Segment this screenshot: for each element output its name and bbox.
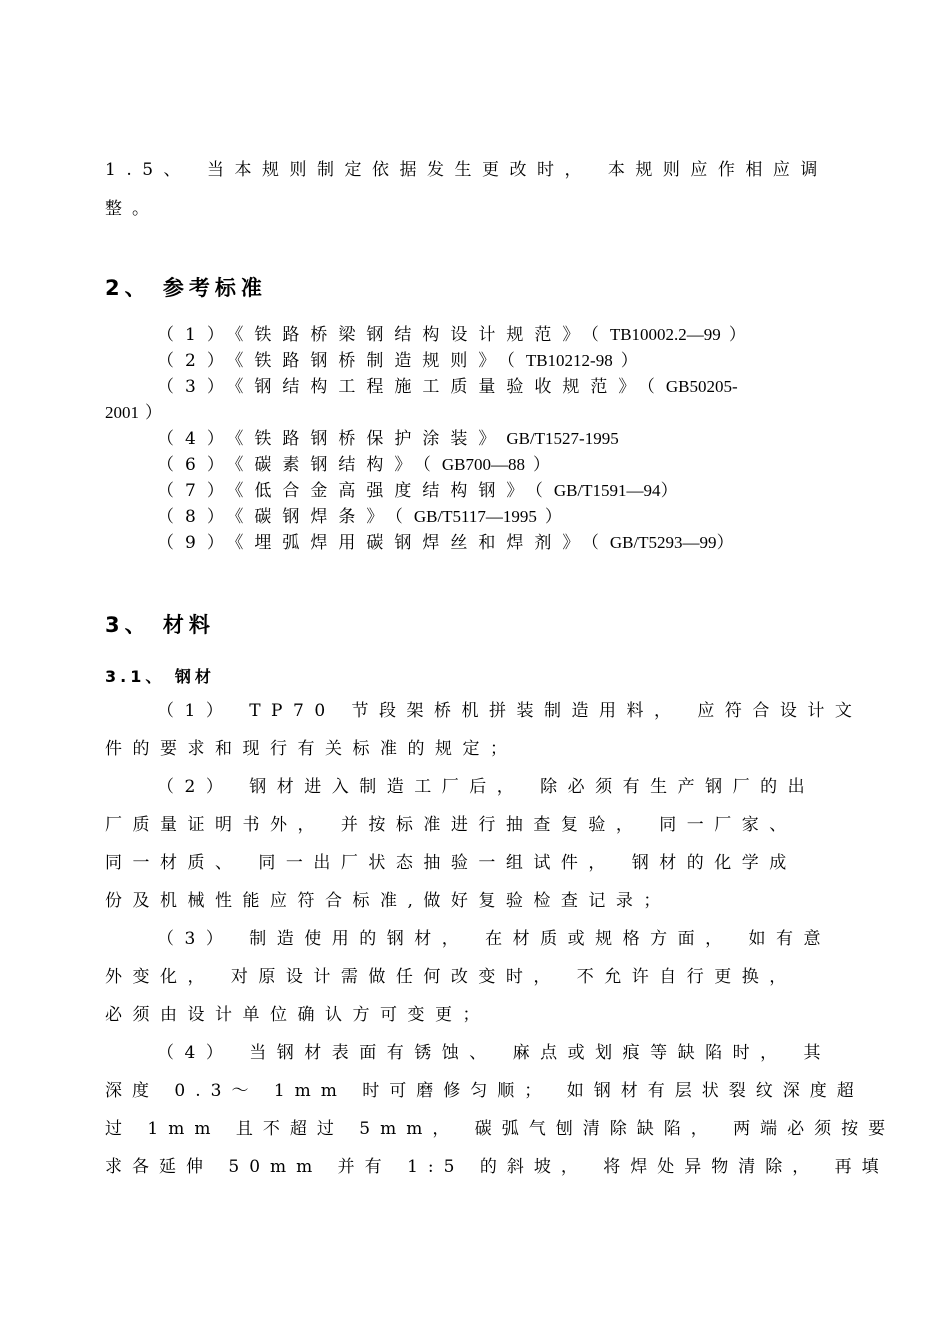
reference-code: GB700—88: [441, 455, 525, 474]
reference-tail: ）: [728, 325, 757, 345]
reference-title: （2）《铁路钢桥制造规则》（: [157, 351, 526, 371]
reference-title: （6）《碳素钢结构》（: [157, 455, 442, 475]
reference-tail: ）: [145, 403, 173, 423]
reference-item: [157, 429, 619, 449]
reference-code: TB10212-98: [525, 351, 613, 370]
reference-title: （3）《钢结构工程施工质量验收规范》（: [157, 377, 666, 397]
reference-code: GB50205-: [665, 377, 738, 396]
reference-item: [157, 325, 757, 345]
reference-title: （8）《碳钢焊条》（: [157, 507, 414, 527]
reference-code: GB/T1527-1995: [506, 429, 619, 448]
reference-tail: ）: [716, 533, 734, 553]
reference-code: TB10002.2—99: [609, 325, 721, 344]
paragraph-line: （2） 钢材进入制造工厂后， 除必须有生产钢厂的出: [157, 777, 816, 797]
clause-1-5-line-1: 1.5、 当本规则制定依据发生更改时， 本规则应作相应调: [105, 160, 828, 180]
reference-code: 2001: [105, 403, 139, 422]
paragraph-line: （3） 制造使用的钢材， 在材质或规格方面， 如有意: [157, 929, 832, 949]
reference-tail: ）: [620, 351, 649, 371]
reference-title: （7）《低合金高强度结构钢》（: [157, 481, 554, 501]
reference-tail: ）: [660, 481, 678, 501]
reference-item-continued: [105, 403, 173, 423]
paragraph-line: 份及机械性能应符合标准,做好复验检查记录；: [105, 891, 671, 911]
paragraph-line: 件的要求和现行有关标准的规定；: [105, 739, 518, 759]
paragraph-line: 求各延伸 50mm 并有 1:5 的斜坡， 将焊处异物清除， 再填: [105, 1157, 889, 1177]
paragraph-line: 厂质量证明书外， 并按标准进行抽查复验， 同一厂家、: [105, 815, 797, 835]
reference-title: （9）《埋弧焊用碳钢焊丝和焊剂》（: [157, 533, 610, 553]
reference-code: GB/T1591—94: [553, 481, 661, 500]
reference-item: [157, 377, 738, 397]
reference-item: [157, 351, 649, 371]
reference-title: （1）《铁路桥梁钢结构设计规范》（: [157, 325, 610, 345]
reference-code: GB/T5117—1995: [413, 507, 537, 526]
section-3-heading: 3、 材料: [105, 613, 215, 637]
section-3-1-heading: 3.1、 钢材: [105, 667, 215, 686]
paragraph-line: 深度 0.3～ 1mm 时可磨修匀顺； 如钢材有层状裂纹深度超: [105, 1081, 864, 1101]
reference-item: [157, 507, 573, 527]
paragraph-line: 过 1mm 且不超过 5mm， 碳弧气刨清除缺陷， 两端必须按要: [105, 1119, 896, 1139]
paragraph-line: 外变化， 对原设计需做任何改变时， 不允许自行更换，: [105, 967, 797, 987]
reference-title: （4）《铁路钢桥保护涂装》: [157, 429, 507, 449]
paragraph-line: （4） 当钢材表面有锈蚀、 麻点或划痕等缺陷时， 其: [157, 1043, 832, 1063]
reference-item: [157, 533, 734, 553]
paragraph-line: 必须由设计单位确认方可变更；: [105, 1005, 490, 1025]
reference-item: [157, 455, 561, 475]
clause-1-5-line-2: 整。: [105, 199, 159, 219]
paragraph-line: 同一材质、 同一出厂状态抽验一组试件， 钢材的化学成: [105, 853, 797, 873]
paragraph-line: （1） TP70 节段架桥机拼装制造用料， 应符合设计文: [157, 701, 863, 721]
reference-tail: ）: [532, 455, 561, 475]
reference-code: GB/T5293—99: [609, 533, 717, 552]
section-2-heading: 2、 参考标准: [105, 276, 267, 300]
reference-tail: ）: [544, 507, 573, 527]
reference-item: [157, 481, 678, 501]
